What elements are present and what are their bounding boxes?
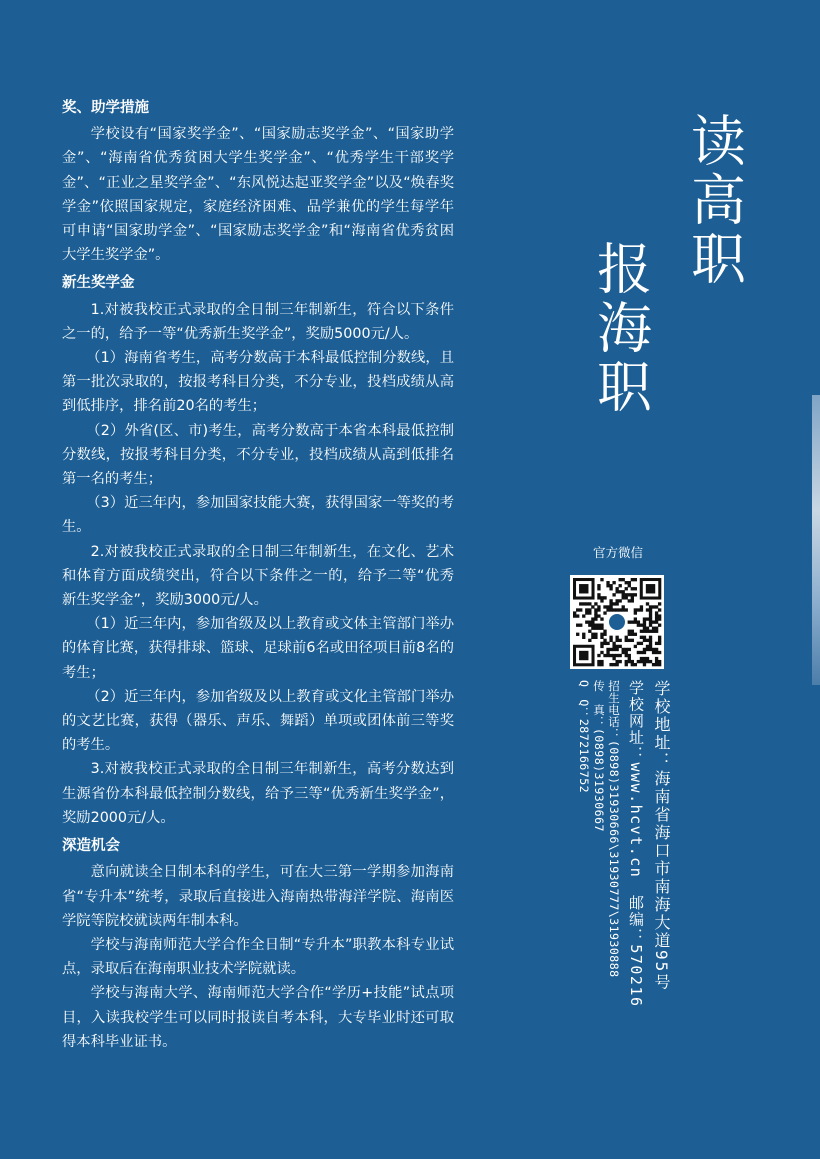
qq-number: Q Q：2872166752 — [577, 680, 591, 794]
section-heading: 奖、助学措施 — [62, 100, 149, 116]
paragraph: 学校与海南大学、海南师范大学合作“学历+技能”试点项目，入读我校学生可以同时报读自考本科，大专毕业时还可取得本科毕业证书。 — [62, 985, 454, 1050]
admission-phone: 招生电话：(0898)31930666\31930777\31930888 — [607, 680, 621, 978]
edge-photo-strip — [812, 395, 820, 685]
wechat-label: 官方微信 — [592, 545, 643, 560]
paragraph: 3.对被我校正式录取的全日制三年制新生，高考分数达到生源省份本科最低控制分数线，给予三等“优秀新生奖学金”，奖励2000元/人。 — [62, 761, 454, 826]
section-heading: 深造机会 — [62, 838, 120, 855]
contact-info — [562, 680, 682, 1100]
slogan-line-2: 报海职 — [588, 240, 652, 417]
paragraph: 意向就读全日制本科的学生，可在大三第一学期参加海南省“专升本”统考，录取后直接进入海南热带海洋学院、海南医学院等院校就读两年制本科。 — [62, 864, 454, 929]
paragraph: （1）海南省考生，高考分数高于本科最低控制分数线，且第一批次录取的，按报考科目分类，不分专业，投档成绩从高到低排序，排名前20名的考生； — [62, 350, 454, 415]
slogan-line-1: 读高职 — [682, 112, 746, 289]
school-address: 学校地址：海南省海口市南海大道95号 — [652, 680, 671, 992]
main-text — [62, 96, 454, 1054]
paragraph: （2）外省(区、市)考生，高考分数高于本省本科最低控制分数线，按报考科目分类，不分专业，投档成绩从高到低排名第一名的考生； — [62, 422, 454, 488]
paragraph: 2.对被我校正式录取的全日制三年制新生，在文化、艺术和体育方面成绩突出，符合以下条件之一的，给予二等“优秀新生奖学金”，奖励3000元/人。 — [62, 543, 454, 609]
paragraph: 学校与海南师范大学合作全日制“专升本”职教本科专业试点，录取后在海南职业技术学院就读。 — [62, 936, 454, 978]
fax-number: 传 真：(0898)31930667 — [592, 680, 606, 832]
paragraph: 学校设有“国家奖学金”、“国家励志奖学金”、“国家助学金”、“海南省优秀贫困大学生奖学金”、“优秀学生干部奖学金”、“正业之星奖学金”、“东风悦达起亚奖学金”以及“焕春奖学金”依照国家规定，家庭经济困难、品学兼优的学生每学年可申请“国家助学金”、“国家励志奖学金”和“海南省优秀贫困大学生奖学金”。 — [62, 126, 454, 264]
paragraph: （3）近三年内，参加国家技能大赛，获得国家一等奖的考生。 — [62, 495, 454, 536]
paragraph: 1.对被我校正式录取的全日制三年制新生，符合以下条件之一的，给予一等“优秀新生奖学金”，奖励5000元/人。 — [62, 301, 454, 342]
qr-code-icon[interactable] — [570, 575, 664, 669]
paragraph: （2）近三年内，参加省级及以上教育或文化主管部门举办的文艺比赛，获得（器乐、声乐、舞蹈）单项或团体前三等奖的考生。 — [62, 688, 454, 754]
section-heading: 新生奖学金 — [62, 275, 135, 292]
school-website[interactable]: 学校网址：www.hcvt.cn 邮编：570216 — [627, 680, 645, 1008]
paragraph: （1）近三年内，参加省级及以上教育或文体主管部门举办的体育比赛，获得排球、篮球、足球前6名或田径项目前8名的考生； — [62, 616, 454, 681]
